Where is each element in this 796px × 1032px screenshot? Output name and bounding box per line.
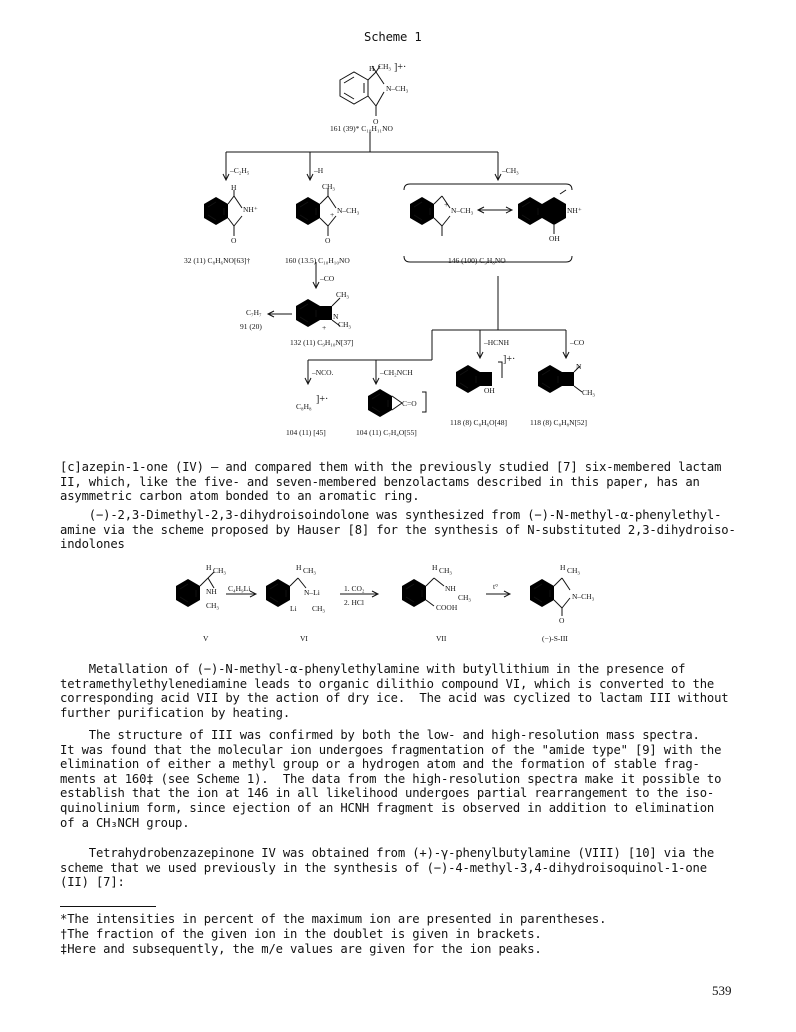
b2-atom-plus: + <box>330 210 335 219</box>
v-atom-ch3b: CH₃ <box>206 601 220 610</box>
reaction-scheme <box>0 560 796 660</box>
footnote-2: †The fraction of the given ion in the doublet is given in brackets. <box>60 927 542 941</box>
b1-label: 32 (11) C₈H₆NO[63]† <box>184 256 251 265</box>
v-atom-ch3: CH₃ <box>213 566 227 575</box>
c132-atom-plus: + <box>322 323 327 332</box>
c8h8-formula: C₈H₈ <box>296 402 312 411</box>
b2-label: 160 (13.5) C₁₀H₁₀NO <box>285 256 350 265</box>
c132-atom-n: N <box>333 312 339 321</box>
co-loss-label: –CO <box>320 274 335 283</box>
i104a-label: 104 (11) [45] <box>286 428 326 437</box>
loss-c2h5: –C₂H₅ <box>230 166 250 175</box>
c104-co-atom: C=O <box>402 399 417 408</box>
c118b-n-atom: N <box>576 362 582 371</box>
b3-atom-oh: OH <box>549 234 560 243</box>
i104b-label: 104 (11) C₇H₄O[55] <box>356 428 417 437</box>
reagent-heat: t° <box>493 582 499 591</box>
iii-atom-h: H <box>560 563 566 572</box>
i118a-label: 118 (8) C₈H₆O[48] <box>450 418 508 427</box>
vi-atom-ch3: CH₃ <box>303 566 317 575</box>
parent-charge: ]+· <box>394 62 407 73</box>
b2-atom-ch3: CH₃ <box>322 182 336 191</box>
iii-atom-ch3: CH₃ <box>567 566 581 575</box>
footnote-rule <box>60 906 156 907</box>
parent-atom-nch3: N–CH₃ <box>386 84 409 93</box>
b1-atom-nh: NH⁺ <box>243 205 258 214</box>
c118a-oh-atom: OH <box>484 386 495 395</box>
c7h7-formula: C₇H₇ <box>246 308 262 317</box>
paragraph-3: Metallation of (−)-N-methyl-α-phenylethylamine with butyllithium in the presence of tetramethylethylenediamine leads to organic dilithio compound VI, which is converted to the corresponding acid VII by the action of dry ice. The acid was cyclized to lactam III without further purification by heating. <box>60 662 729 720</box>
co-loss-146: –CO <box>570 338 585 347</box>
vii-atom-cooh: COOH <box>436 603 458 612</box>
vi-atom-li: Li <box>290 604 297 613</box>
compound-vi <box>266 578 306 607</box>
compound-iii <box>530 578 570 616</box>
fragment-132-molecule <box>204 190 242 236</box>
b3-atom-nh: NH⁺ <box>567 206 582 215</box>
vi-atom-ch3b: CH₃ <box>312 604 326 613</box>
reagent-co2: 1. CO₂ <box>344 584 365 593</box>
parent-label: 161 (39)* C₁₀H₁₁NO <box>330 124 393 133</box>
i118b-label: 118 (8) C₈H₈N[52] <box>530 418 588 427</box>
label-iii: (−)-S-III <box>542 634 568 643</box>
parent-atom-o: O <box>373 117 379 126</box>
fragment-104-molecule <box>368 389 402 417</box>
fragment-146-isoquinolinium <box>518 190 566 234</box>
b2-atom-nch3: N–CH₃ <box>337 206 360 215</box>
c132-atom-ch3b: CH₃ <box>338 320 352 329</box>
nco-loss: –NCO. <box>312 368 334 377</box>
c8h8-charge: ]+· <box>316 394 329 405</box>
c7h7-value: 91 (20) <box>240 322 262 331</box>
parent-atom-h: H <box>369 64 375 73</box>
reagent-hcl: 2. HCl <box>344 598 365 607</box>
label-vii: VII <box>436 634 447 643</box>
v-atom-nh: NH <box>206 587 217 596</box>
label-vi: VI <box>300 634 308 643</box>
parent-molecule <box>340 66 384 116</box>
reagent-buli: C₄H₉Li <box>228 584 251 593</box>
loss-h: –H <box>314 166 324 175</box>
iii-atom-nch3: N–CH₃ <box>572 592 595 601</box>
b2-atom-o: O <box>325 236 331 245</box>
vi-atom-nli: N–Li <box>304 588 320 597</box>
loss-ch3: –CH₃ <box>502 166 519 175</box>
b3-atom-nch3: N–CH₃ <box>451 206 474 215</box>
footnote-1: *The intensities in percent of the maximum ion are presented in parentheses. <box>60 912 607 926</box>
vii-atom-ch3b: CH₃ <box>458 593 472 602</box>
c118b-ch3-atom: CH₃ <box>582 388 596 397</box>
ch2nch-loss: –CH₂NCH <box>380 368 413 377</box>
b1-atom-o: O <box>231 236 237 245</box>
scheme-title: Scheme 1 <box>364 30 422 44</box>
hcnh-loss: –HCNH <box>484 338 510 347</box>
b1-atom-h: H <box>231 183 237 192</box>
paragraph-2: (−)-2,3-Dimethyl-2,3-dihydroisoindolone was synthesized from (−)-N-methyl-α-phenylethyl- amine via the scheme proposed by Hauser [8] for the synthesis of N-substituted 2,3-dihydroiso- indolones <box>60 508 736 552</box>
b3-atom-plus: + <box>444 200 449 209</box>
c132-label: 132 (11) C₉H₁₀N[37] <box>290 338 354 347</box>
parent-atom-ch3: CH₃ <box>378 62 392 71</box>
paragraph-1: [c]azepin-1-one (IV) — and compared them with the previously studied [7] six-membered lactam II, which, like the five- and seven-membered benzolactams described in this paper, has an asymmetric carbon atom bonded to an aromatic ring. <box>60 460 722 504</box>
label-v: V <box>203 634 209 643</box>
paragraph-5: Tetrahydrobenzazepinone IV was obtained from (+)-γ-phenylbutylamine (VIII) [10] via the scheme that we used previously in the synthesis of (−)-4-methyl-3,4-dihydroisoquinol-1-one (II) [7]: <box>60 846 715 890</box>
vii-atom-h: H <box>432 563 438 572</box>
c118a-charge: ]+· <box>503 354 516 365</box>
vii-atom-ch3: CH₃ <box>439 566 453 575</box>
v-atom-h: H <box>206 563 212 572</box>
vi-atom-h: H <box>296 563 302 572</box>
vii-atom-nh: NH <box>445 584 456 593</box>
paragraph-4: The structure of III was confirmed by both the low- and high-resolution mass spectra. It was found that the molecular ion undergoes fragmentation of the "amide type" [9] with the elimination of either a methyl group or a hydrogen atom and the formation of stable frag- ments at 160‡ (see Scheme 1). The data from the high-resolution spectra make it possible to establish that the ion at 146 in all likelihood undergoes partial rearrangement to the iso- quinolinium form, since ejection of an HCNH fragment is observed in addition to elimination of a CH₃NCH group. <box>60 728 722 830</box>
c132-atom-ch3a: CH₃ <box>336 290 350 299</box>
footnote-3: ‡Here and subsequently, the m/e values are given for the ion peaks. <box>60 942 542 956</box>
iii-atom-o: O <box>559 616 565 625</box>
page-number: 539 <box>712 983 732 998</box>
b3-label: 146 (100) C₉H₈NO <box>448 256 506 265</box>
